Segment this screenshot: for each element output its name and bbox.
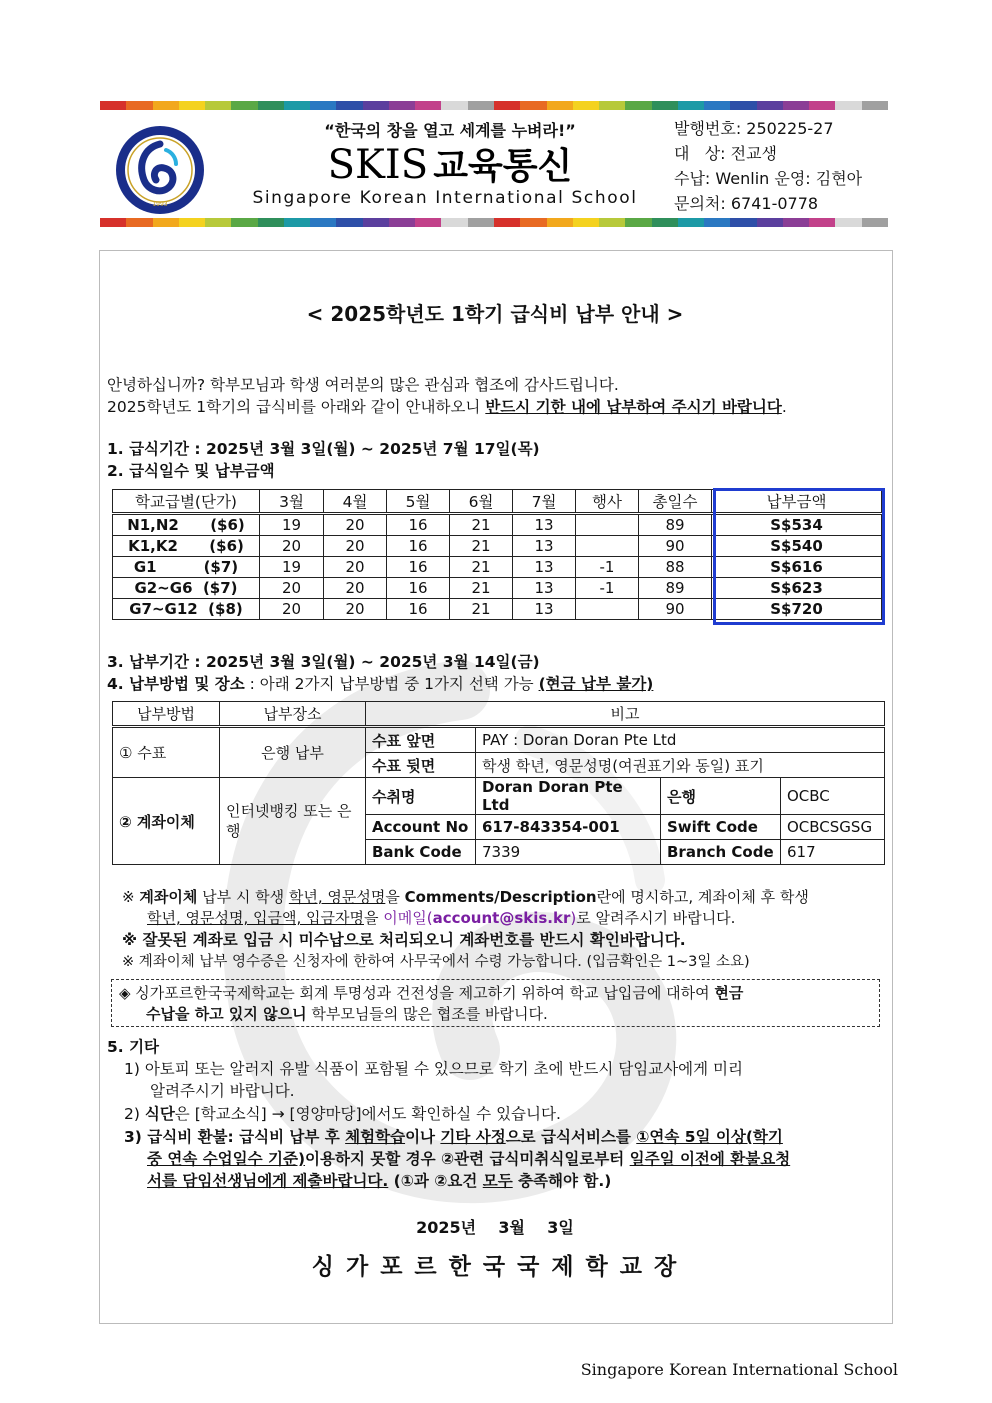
etc-text: 이용하지 못할 경우 [305,1150,442,1168]
cheque-place: 은행 납부 [220,727,366,778]
note-mark: ※ [122,888,140,906]
etc-text: 으로 급식서비스를 [505,1128,637,1146]
fee-cell-event: -1 [576,557,639,578]
stripe-segment [284,101,310,110]
etc-condition-2: ②관련 급식미취식일로부터 [441,1150,630,1168]
header-note: 비고 [366,702,885,727]
header-method: 납부방법 [113,702,220,727]
account-label: Account No [366,815,476,840]
fee-cell-m6: 21 [450,557,513,578]
etc-num: 3) [124,1128,148,1146]
stripe-segment [336,101,362,110]
stripe-segment [730,218,756,227]
stripe-segment [704,101,730,110]
fee-cell-m3: 20 [260,536,324,557]
stripe-segment [468,218,494,227]
fee-cell-amount: S$616 [712,557,882,578]
stripe-segment [809,218,835,227]
note-text: 을 [385,888,405,906]
fee-cell-event [576,536,639,557]
fee-cell-total: 89 [639,514,712,536]
branch-value: 617 [781,840,885,865]
note-text: 납부 시 학생 [197,888,289,906]
stripe-segment [389,101,415,110]
fee-cell-m3: 20 [260,599,324,620]
fee-cell-m5: 16 [387,514,450,536]
branch-label: Branch Code [661,840,781,865]
stripe-segment [389,218,415,227]
fee-cell-total: 90 [639,536,712,557]
fee-cell-m7: 13 [513,578,576,599]
section-1-meal-period: 1. 급식기간 : 2025년 3월 3일(월) ~ 2025년 7월 17일(목) [107,440,540,458]
bankcode-value: 7339 [476,840,661,865]
fee-cell-m7: 13 [513,557,576,578]
issue-number: 발행번호: 250225-27 [674,119,834,138]
etc-item-3-line-3 [147,1170,611,1192]
stripe-segment [494,218,520,227]
stripe-segment [809,101,835,110]
fee-cell-m5: 16 [387,578,450,599]
header-place: 납부장소 [220,702,366,727]
amount-highlight-box [713,488,885,625]
payment-table [112,701,885,865]
fee-cell-m6: 21 [450,514,513,536]
etc-condition-1: ①연속 5일 이상(학기 [636,1128,783,1146]
stripe-segment [310,218,336,227]
stripe-segment [547,218,573,227]
stripe-segment [258,101,284,110]
fee-header-cell: 행사 [576,490,639,514]
etc-text: 급식비 환불: 급식비 납부 후 [147,1128,346,1146]
fee-header-cell: 4월 [324,490,387,514]
fee-cell-m3: 19 [260,557,324,578]
notice-line-1 [119,982,874,1004]
stripe-segment [835,218,861,227]
payee-label: 수취명 [366,778,476,815]
fee-cell-m6: 21 [450,578,513,599]
stripe-segment [179,218,205,227]
title-korean: 교육통신 [433,146,573,187]
stripe-segment [783,101,809,110]
note-transfer-line-1 [122,886,884,908]
fee-cell-grade: N1,N2 ($6) [113,514,260,536]
stripe-segment [363,218,389,227]
etc-text: 충족해야 함.) [512,1172,612,1190]
note-wrong-account: ※ 잘못된 계좌로 입금 시 미수납으로 처리되오니 계좌번호를 반드시 확인바랍니다. [122,931,686,949]
notice-text: ◈ 싱가포르한국국제학교는 회계 투명성과 건전성을 제고하기 위하여 학교 납입금에 대하여 [119,984,715,1002]
fee-cell-m7: 13 [513,599,576,620]
stripe-segment [441,218,467,227]
stripe-segment [415,218,441,227]
stripe-segment [652,218,678,227]
fee-cell-m4: 20 [324,557,387,578]
contact-info: 문의처: 6741-0778 [674,194,819,213]
etc-field-trip: 체험학습 [345,1128,406,1146]
payer-info: 수납: Wenlin 운영: 김현아 [674,169,863,188]
fee-cell-amount: S$540 [712,536,882,557]
fee-cell-amount: S$623 [712,578,882,599]
note-receipt: ※ 계좌이체 납부 영수증은 신청자에 한하여 사무국에서 수령 가능합니다. (입금확인은 1~3일 소요) [122,954,750,970]
cheque-front-value: PAY : Doran Doran Pte Ltd [476,727,885,753]
stripe-segment [441,101,467,110]
greeting-line-2 [107,396,787,418]
fee-cell-m5: 16 [387,536,450,557]
fee-cell-grade: G7~G12 ($8) [113,599,260,620]
fee-cell-total: 90 [639,599,712,620]
etc-item-2 [124,1103,561,1125]
section-2-heading: 2. 급식일수 및 납부금액 [107,462,275,480]
note-text: 란에 명시하고, 계좌이체 후 학생 [596,888,809,906]
etc-item-1-line-2: 알려주시기 바랍니다. [150,1082,295,1100]
stripe-segment [179,101,205,110]
etc-text: 은 [학교소식] → [영양마당]에서도 확인하실 수 있습니다. [174,1105,561,1123]
fee-cell-total: 88 [639,557,712,578]
stripe-segment [862,218,888,227]
stripe-segment [520,101,546,110]
stripe-segment [336,218,362,227]
stripe-segment [625,218,651,227]
fee-cell-m3: 19 [260,514,324,536]
note-grade-name: 학년, 영문성명 [288,888,386,906]
fee-cell-amount: S$534 [712,514,882,536]
school-logo [114,124,206,216]
stripe-segment [599,218,625,227]
section-4-heading [107,673,653,695]
bank-label: 은행 [661,778,781,815]
fee-header-cell: 납부금액 [712,490,882,514]
stripe-segment [573,218,599,227]
fee-header-cell: 총일수 [639,490,712,514]
fee-cell-m7: 13 [513,514,576,536]
no-cash-note: (현금 납부 불가) [538,675,654,693]
fee-cell-m6: 21 [450,536,513,557]
bank-value: OCBC [781,778,885,815]
stripe-segment [100,101,126,110]
transfer-place: 인터넷뱅킹 또는 은행 [220,778,366,865]
notice-text: 학부모님들의 많은 협조를 바랍니다. [306,1005,548,1023]
note-text: 을 [363,909,384,927]
note-transfer-line-2 [147,907,735,929]
stripe-segment [153,218,179,227]
note-email-close: ) [570,909,577,927]
cheque-back-value: 학생 학년, 영문성명(여권표기와 동일) 표기 [476,753,885,778]
fee-cell-m7: 13 [513,536,576,557]
stripe-segment [520,218,546,227]
issue-info [674,116,862,216]
document-title: < 2025학년도 1학기 급식비 납부 안내 > [306,302,684,326]
fee-cell-m4: 20 [324,578,387,599]
bottom-color-stripe [100,218,888,227]
stripe-segment [494,101,520,110]
fee-header-cell: 3월 [260,490,324,514]
fee-cell-m4: 20 [324,599,387,620]
fee-cell-m5: 16 [387,599,450,620]
stripe-segment [310,101,336,110]
greeting-emphasis: 반드시 기한 내에 납부하여 주시기 바랍니다 [485,398,782,416]
swift-label: Swift Code [661,815,781,840]
notice-cash: 현금 [714,984,744,1002]
title-latin: SKIS [327,142,429,188]
fee-cell-m4: 20 [324,536,387,557]
note-email-label: 이메일( [383,909,433,927]
stripe-segment [757,101,783,110]
stripe-segment [835,101,861,110]
stripe-segment [573,101,599,110]
swift-value: OCBCSGSG [781,815,885,840]
cheque-back-label: 수표 뒷면 [366,753,476,778]
fee-cell-total: 89 [639,578,712,599]
note-comments-field: Comments/Description [404,888,597,906]
fee-cell-m5: 16 [387,557,450,578]
stripe-segment [625,101,651,110]
fee-cell-m4: 20 [324,514,387,536]
etc-submit: 서를 담임선생님에게 제출바랍니다. [147,1172,389,1190]
stripe-segment [205,101,231,110]
slogan: “한국의 창을 열고 세계를 누벼라!” [324,121,576,140]
stripe-segment [153,101,179,110]
fee-cell-event [576,514,639,536]
stripe-segment [652,101,678,110]
section-5-heading: 5. 기타 [107,1038,160,1056]
etc-text: 이나 [405,1128,441,1146]
etc-menu-word: 식단 [144,1105,175,1123]
etc-item-3-line-2 [147,1148,790,1170]
stripe-segment [599,101,625,110]
stripe-segment [231,218,257,227]
cheque-method: ① 수표 [113,727,220,778]
footer-school-name: Singapore Korean International School [580,1360,898,1379]
stripe-segment [284,218,310,227]
stripe-segment [757,218,783,227]
fee-cell-m3: 20 [260,578,324,599]
email-address[interactable]: account@skis.kr [432,909,571,927]
stripe-segment [231,101,257,110]
stripe-segment [730,101,756,110]
note-required-info: 학년, 영문성명, 입금액, 입금자명 [147,909,364,927]
fee-header-cell: 5월 [387,490,450,514]
greeting-text: 2025학년도 1학기의 급식비를 아래와 같이 안내하오니 [107,398,486,416]
etc-other-reason: 기타 사정 [440,1128,506,1146]
stripe-segment [547,101,573,110]
stripe-segment [126,101,152,110]
account-value: 617-843354-001 [476,815,661,840]
etc-text: (①과 ②요건 [388,1172,483,1190]
newsletter-title [290,138,610,189]
etc-both: 모두 [482,1172,513,1190]
fee-cell-event [576,599,639,620]
note-text: 로 알려주시기 바랍니다. [576,909,736,927]
fee-header-cell: 6월 [450,490,513,514]
greeting-line-1: 안녕하십니까? 학부모님과 학생 여러분의 많은 관심과 협조에 감사드립니다. [107,376,619,394]
stripe-segment [415,101,441,110]
section-4-desc: : 아래 2가지 납부방법 중 1가지 선택 가능 [244,675,539,693]
stripe-segment [704,218,730,227]
notice-no-cash: 수납을 하고 있지 않으니 [146,1005,307,1023]
fee-cell-event: -1 [576,578,639,599]
etc-item-1-line-1: 1) 아토피 또는 알러지 유발 식품이 포함될 수 있으므로 학기 초에 반드시 담임교사에게 미리 [124,1060,743,1078]
fee-cell-amount: S$720 [712,599,882,620]
stripe-segment [126,218,152,227]
stripe-segment [258,218,284,227]
principal-signature: 싱 가 포 르 한 국 국 제 학 교 장 [311,1254,679,1280]
etc-condition-1-cont: 중 연속 수업일수 기준) [147,1150,306,1168]
stripe-segment [783,218,809,227]
fee-cell-grade: G2~G6 ($7) [113,578,260,599]
fee-header-cell: 학교급별(단가) [113,490,260,514]
etc-one-week: 일주일 이전에 환불요청 [629,1150,791,1168]
payee-value: Doran Doran Pte Ltd [476,778,661,815]
notice-line-2 [146,1003,548,1025]
fee-cell-m6: 21 [450,599,513,620]
transfer-method: ② 계좌이체 [113,778,220,865]
logo-year: 1993 [152,201,168,208]
stripe-segment [468,101,494,110]
stripe-segment [862,101,888,110]
section-3-payment-period: 3. 납부기간 : 2025년 3월 3일(월) ~ 2025년 3월 14일(금) [107,653,540,671]
section-4-title: 4. 납부방법 및 장소 [107,675,245,693]
fee-cell-grade: K1,K2 ($6) [113,536,260,557]
top-color-stripe [100,101,888,110]
stripe-segment [100,218,126,227]
fee-header-cell: 7월 [513,490,576,514]
greeting-period: . [781,398,787,416]
fee-cell-grade: G1 ($7) [113,557,260,578]
etc-item-3-line-1 [124,1126,783,1148]
issue-date: 2025년 3월 3일 [416,1218,574,1237]
stripe-segment [363,101,389,110]
bankcode-label: Bank Code [366,840,476,865]
target-audience: 대 상: 전교생 [674,144,778,163]
cheque-front-label: 수표 앞면 [366,727,476,753]
stripe-segment [205,218,231,227]
note-transfer-word: 계좌이체 [139,888,198,906]
stripe-segment [678,101,704,110]
school-name-en: Singapore Korean International School [252,188,638,208]
stripe-segment [678,218,704,227]
etc-num: 2) [124,1105,145,1123]
